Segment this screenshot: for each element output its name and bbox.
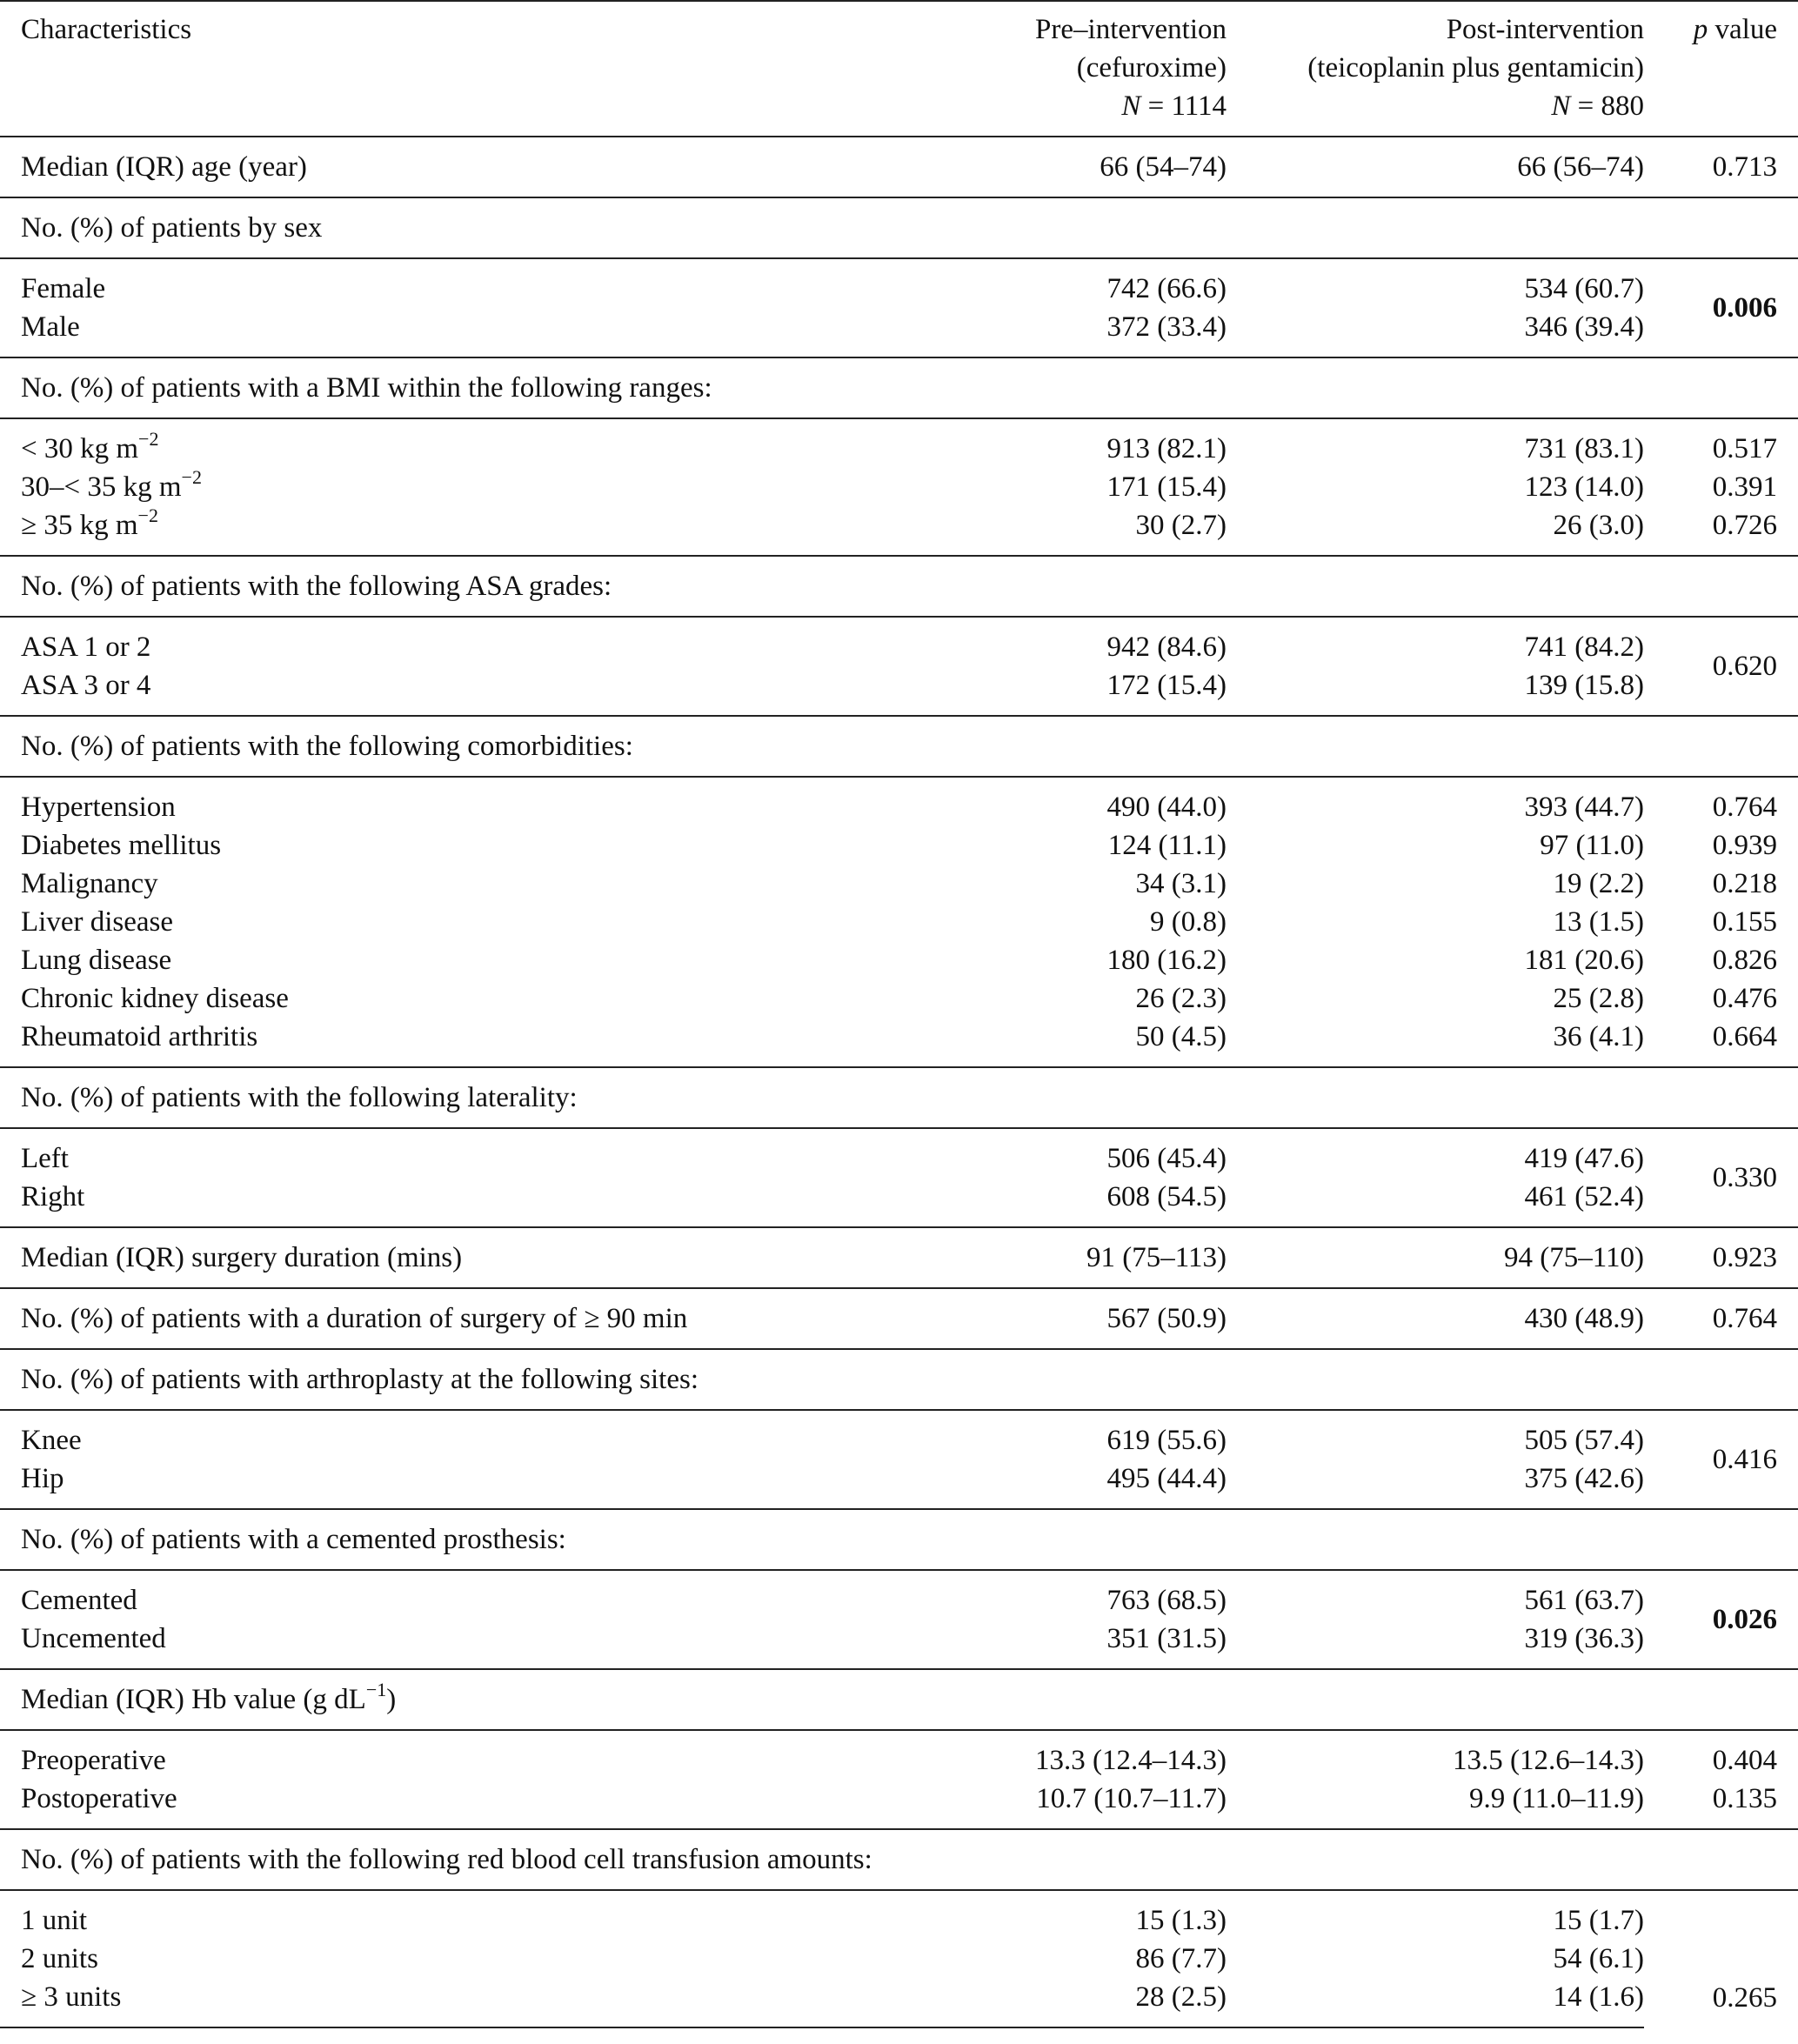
pre-value: 172 (15.4) xyxy=(1106,670,1227,701)
header-p-value xyxy=(1644,1,1798,137)
header-pre-line2: (cefuroxime) xyxy=(1076,52,1227,83)
table-row-surgery-duration xyxy=(0,1227,1798,1288)
section-title: No. (%) of patients with arthroplasty at the following sites: xyxy=(0,1349,1798,1410)
header-pre-n xyxy=(939,87,1227,125)
pre-value: 26 (2.3) xyxy=(1135,983,1227,1014)
bmi-exp: −2 xyxy=(137,504,158,526)
p-value: 0.620 xyxy=(1644,617,1798,716)
bmi-unit: kg m xyxy=(79,510,138,541)
table-row-asa-1-2 xyxy=(0,617,1798,666)
table-row-right xyxy=(0,1178,1798,1227)
row-label: Postoperative xyxy=(21,1783,177,1814)
post-value: 94 (75–110) xyxy=(1227,1227,1644,1288)
post-value: 15 (1.7) xyxy=(1227,1890,1644,1940)
row-label: Cemented xyxy=(0,1570,939,1620)
row-label: Diabetes mellitus xyxy=(21,830,222,861)
p-value: 0.218 xyxy=(1712,868,1777,899)
row-label: Malignancy xyxy=(21,868,158,899)
row-label: Female xyxy=(0,258,939,308)
pre-value: 619 (55.6) xyxy=(939,1410,1227,1460)
table-row-ckd xyxy=(0,979,1798,1018)
section-title: No. (%) of patients with a BMI within the following ranges: xyxy=(0,357,1798,418)
row-label: No. (%) of patients with a duration of surgery of ≥ 90 min xyxy=(0,1288,939,1349)
section-title: No. (%) of patients with the following laterality: xyxy=(0,1067,1798,1128)
row-label: 2 units xyxy=(21,1943,98,1974)
pre-value: 180 (16.2) xyxy=(1106,945,1227,976)
post-value: 346 (39.4) xyxy=(1524,311,1644,343)
table-row-bmi-under30 xyxy=(0,418,1798,468)
section-title-sex xyxy=(0,197,1798,258)
post-value: 319 (36.3) xyxy=(1524,1623,1644,1654)
bmi-unit: kg m xyxy=(80,433,139,464)
section-title: No. (%) of patients with the following comorbidities: xyxy=(0,716,1798,777)
section-title-bmi xyxy=(0,357,1798,418)
section-title-asa xyxy=(0,556,1798,617)
row-label xyxy=(0,468,939,506)
row-label xyxy=(0,506,939,556)
bmi-prefix: ≥ 35 xyxy=(21,510,80,541)
post-value: 25 (2.8) xyxy=(1553,983,1644,1014)
row-label: Uncemented xyxy=(21,1623,166,1654)
pre-value: 506 (45.4) xyxy=(939,1128,1227,1178)
pre-value: 15 (1.3) xyxy=(939,1890,1227,1940)
p-value: 0.517 xyxy=(1644,418,1798,468)
post-value: 181 (20.6) xyxy=(1524,945,1644,976)
p-value: 0.135 xyxy=(1712,1783,1777,1814)
table-row-cemented xyxy=(0,1570,1798,1620)
post-value: 13.5 (12.6–14.3) xyxy=(1227,1730,1644,1780)
post-value: 36 (4.1) xyxy=(1553,1021,1644,1052)
pre-value: 171 (15.4) xyxy=(1106,471,1227,503)
p-value: 0.026 xyxy=(1644,1570,1798,1669)
post-value: 375 (42.6) xyxy=(1524,1463,1644,1494)
row-label: ≥ 3 units xyxy=(0,1978,939,2027)
header-pre-n-label: N xyxy=(1121,90,1141,122)
section-title: No. (%) of patients by sex xyxy=(0,197,1798,258)
p-value: 0.764 xyxy=(1644,1288,1798,1349)
post-value: 14 (1.6) xyxy=(1227,1978,1644,2027)
post-value: 419 (47.6) xyxy=(1227,1128,1644,1178)
header-pre-n-value: = 1114 xyxy=(1140,90,1227,122)
bmi-prefix: < 30 xyxy=(21,433,81,464)
section-title xyxy=(0,1669,1798,1730)
p-value: 0.764 xyxy=(1644,777,1798,826)
table-row-liver-disease xyxy=(0,903,1798,941)
post-value: 393 (44.7) xyxy=(1227,777,1644,826)
row-label: Preoperative xyxy=(0,1730,939,1780)
table-row-asa-3-4 xyxy=(0,666,1798,716)
p-value: 0.330 xyxy=(1644,1128,1798,1227)
pre-value: 763 (68.5) xyxy=(939,1570,1227,1620)
post-value: 19 (2.2) xyxy=(1553,868,1644,899)
table-row-left xyxy=(0,1128,1798,1178)
post-value: 26 (3.0) xyxy=(1553,510,1644,541)
p-value: 0.265 xyxy=(1644,1890,1798,2027)
table-row-diabetes xyxy=(0,826,1798,865)
section-title-sites xyxy=(0,1349,1798,1410)
post-value: 9.9 (11.0–11.9) xyxy=(1468,1783,1644,1814)
header-post-line1: Post-intervention xyxy=(1446,14,1644,45)
pre-value: 124 (11.1) xyxy=(1107,830,1227,861)
pre-value: 9 (0.8) xyxy=(1150,906,1227,938)
p-value: 0.664 xyxy=(1712,1021,1777,1052)
p-value: 0.404 xyxy=(1644,1730,1798,1780)
row-label: ASA 1 or 2 xyxy=(0,617,939,666)
table-row-bmi-30to35 xyxy=(0,468,1798,506)
bmi-prefix: 30–< 35 xyxy=(21,471,124,503)
pre-value: 567 (50.9) xyxy=(939,1288,1227,1349)
row-label: Liver disease xyxy=(21,906,174,938)
row-label: ASA 3 or 4 xyxy=(21,670,151,701)
row-label: Left xyxy=(0,1128,939,1178)
table-row-1-unit xyxy=(0,1890,1798,1940)
post-value: 534 (60.7) xyxy=(1227,258,1644,308)
table-row-lung-disease xyxy=(0,941,1798,979)
pre-value: 495 (44.4) xyxy=(1106,1463,1227,1494)
p-value: 0.006 xyxy=(1644,258,1798,357)
section-title-cement xyxy=(0,1509,1798,1570)
p-value: 0.476 xyxy=(1712,983,1777,1014)
row-label: Chronic kidney disease xyxy=(21,983,289,1014)
pre-value: 351 (31.5) xyxy=(1106,1623,1227,1654)
pre-value: 608 (54.5) xyxy=(1106,1181,1227,1212)
header-pre-intervention xyxy=(939,1,1227,137)
table-row-3-units xyxy=(0,1978,1798,2027)
header-p-word: value xyxy=(1708,14,1777,45)
table-row-sex-female xyxy=(0,258,1798,308)
bmi-exp: −2 xyxy=(138,428,159,450)
pre-value: 942 (84.6) xyxy=(939,617,1227,666)
post-value: 66 (56–74) xyxy=(1227,137,1644,197)
table-header-row xyxy=(0,1,1798,137)
table-row-malignancy xyxy=(0,865,1798,903)
section-title-comorbidities xyxy=(0,716,1798,777)
pre-value: 372 (33.4) xyxy=(1106,311,1227,343)
pre-value: 913 (82.1) xyxy=(939,418,1227,468)
header-post-n xyxy=(1227,87,1644,125)
table-row-rheumatoid-arthritis xyxy=(0,1018,1798,1067)
header-post-line2: (teicoplanin plus gentamicin) xyxy=(1307,52,1644,83)
section-title-transfusion xyxy=(0,1829,1798,1890)
header-p-letter: p xyxy=(1693,14,1708,45)
header-pre-line1: Pre–intervention xyxy=(1035,14,1227,45)
bmi-exp: −2 xyxy=(181,466,202,488)
section-title: No. (%) of patients with the following red blood cell transfusion amounts: xyxy=(0,1829,1798,1890)
hb-title-prefix: Median (IQR) Hb value (g dL xyxy=(21,1684,366,1715)
pre-value: 13.3 (12.4–14.3) xyxy=(939,1730,1227,1780)
p-value: 0.726 xyxy=(1712,510,1777,541)
row-label: Right xyxy=(21,1181,85,1212)
pre-value: 34 (3.1) xyxy=(1135,868,1227,899)
p-value: 0.923 xyxy=(1644,1227,1798,1288)
row-label: Male xyxy=(21,311,80,343)
row-label: Lung disease xyxy=(21,945,172,976)
table-row-sex-male xyxy=(0,308,1798,357)
pre-value: 490 (44.0) xyxy=(939,777,1227,826)
table-row-preoperative xyxy=(0,1730,1798,1780)
post-value: 741 (84.2) xyxy=(1227,617,1644,666)
pre-value: 91 (75–113) xyxy=(939,1227,1227,1288)
p-value: 0.391 xyxy=(1712,471,1777,503)
table-row-bmi-35plus xyxy=(0,506,1798,556)
p-value: 0.939 xyxy=(1712,830,1777,861)
pre-value: 86 (7.7) xyxy=(1135,1943,1227,1974)
table-row-surgery-90 xyxy=(0,1288,1798,1349)
row-label: Hip xyxy=(21,1463,64,1494)
row-label: Knee xyxy=(0,1410,939,1460)
table-row-postoperative xyxy=(0,1780,1798,1829)
header-post-intervention xyxy=(1227,1,1644,137)
table-row-uncemented xyxy=(0,1620,1798,1669)
post-value: 97 (11.0) xyxy=(1540,830,1644,861)
pre-value: 30 (2.7) xyxy=(1135,510,1227,541)
post-value: 461 (52.4) xyxy=(1524,1181,1644,1212)
p-value: 0.713 xyxy=(1644,137,1798,197)
p-value: 0.416 xyxy=(1644,1410,1798,1509)
table-row-2-units xyxy=(0,1940,1798,1978)
table-row-hip xyxy=(0,1460,1798,1509)
row-label xyxy=(0,418,939,468)
post-value: 123 (14.0) xyxy=(1524,471,1644,503)
post-value: 505 (57.4) xyxy=(1227,1410,1644,1460)
header-post-n-value: = 880 xyxy=(1570,90,1644,122)
header-post-n-label: N xyxy=(1551,90,1571,122)
section-title-laterality xyxy=(0,1067,1798,1128)
row-label: Median (IQR) surgery duration (mins) xyxy=(0,1227,939,1288)
post-value: 13 (1.5) xyxy=(1553,906,1644,938)
row-label: Rheumatoid arthritis xyxy=(21,1021,258,1052)
table-row-hypertension xyxy=(0,777,1798,826)
row-label: Median (IQR) age (year) xyxy=(0,137,939,197)
hb-title-suffix: ) xyxy=(386,1684,397,1715)
pre-value: 742 (66.6) xyxy=(939,258,1227,308)
pre-value: 10.7 (10.7–11.7) xyxy=(1036,1783,1227,1814)
hb-title-exp: −1 xyxy=(365,1679,387,1700)
pre-value: 28 (2.5) xyxy=(939,1978,1227,2027)
p-value: 0.826 xyxy=(1712,945,1777,976)
pre-value: 50 (4.5) xyxy=(1135,1021,1227,1052)
post-value: 430 (48.9) xyxy=(1227,1288,1644,1349)
bmi-unit: kg m xyxy=(123,471,182,503)
table-row-age xyxy=(0,137,1798,197)
section-title: No. (%) of patients with a cemented prosthesis: xyxy=(0,1509,1798,1570)
section-title-hb xyxy=(0,1669,1798,1730)
section-title: No. (%) of patients with the following ASA grades: xyxy=(0,556,1798,617)
row-label: Hypertension xyxy=(0,777,939,826)
header-characteristics: Characteristics xyxy=(0,1,939,137)
post-value: 561 (63.7) xyxy=(1227,1570,1644,1620)
p-value: 0.155 xyxy=(1712,906,1777,938)
table-row-knee xyxy=(0,1410,1798,1460)
post-value: 139 (15.8) xyxy=(1524,670,1644,701)
post-value: 54 (6.1) xyxy=(1553,1943,1644,1974)
pre-value: 66 (54–74) xyxy=(939,137,1227,197)
post-value: 731 (83.1) xyxy=(1227,418,1644,468)
row-label: 1 unit xyxy=(0,1890,939,1940)
